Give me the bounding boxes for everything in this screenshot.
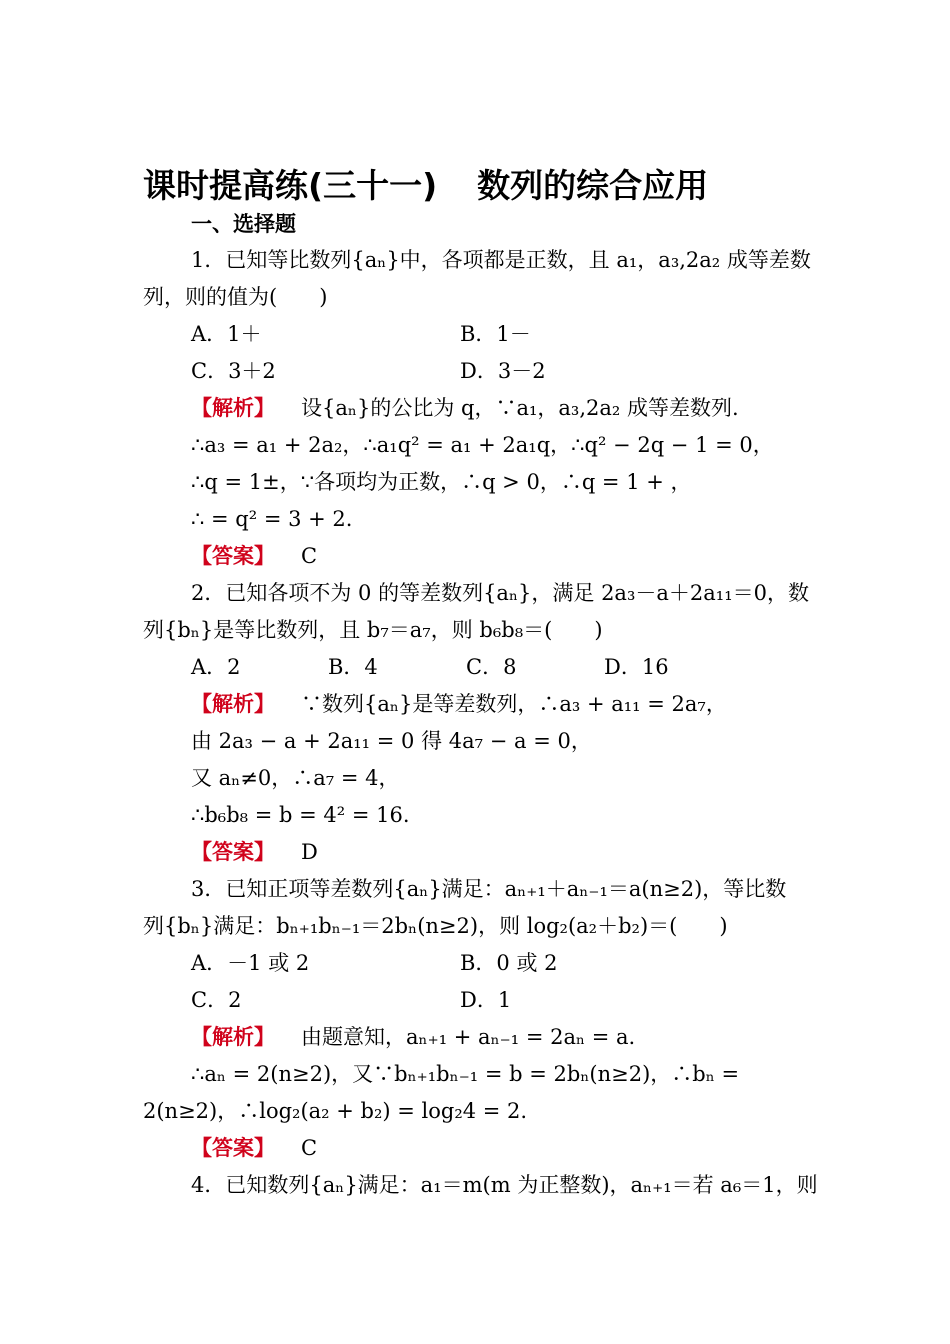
q1-stem-line1: 1．已知等比数列{aₙ}中，各项都是正数，且 a₁，a₃,2a₂ 成等差数	[191, 248, 811, 272]
analysis-tag: 【解析】	[191, 692, 275, 716]
q1-option-a: A．1＋	[191, 322, 262, 346]
q2-solution-line2: 由 2a₃ − a + 2a₁₁ = 0 得 4a₇ − a = 0，	[191, 729, 592, 753]
q3-option-b: B．0 或 2	[460, 951, 558, 975]
q3-option-a: A．－1 或 2	[191, 951, 310, 975]
answer-tag: 【答案】	[191, 1136, 275, 1160]
q3-analysis	[191, 1023, 635, 1051]
q2-answer-value: D	[301, 840, 318, 864]
q1-solution-line1: 设{aₙ}的公比为 q，∵a₁，a₃,2a₂ 成等差数列.	[301, 396, 739, 420]
analysis-tag: 【解析】	[191, 1025, 275, 1049]
q4-stem-line1: 4．已知数列{aₙ}满足：a₁＝m(m 为正整数)，aₙ₊₁＝若 a₆＝1，则	[191, 1173, 818, 1197]
q2-option-c: C．8	[466, 655, 517, 679]
q1-solution-line2: ∴a₃ = a₁ + 2a₂，∴a₁q² = a₁ + 2a₁q，∴q² − 2q − 1 = 0，	[191, 433, 774, 457]
q3-option-c: C．2	[191, 988, 242, 1012]
q3-stem-line2: 列{bₙ}满足：bₙ₊₁bₙ₋₁＝2bₙ(n≥2)，则 log₂(a₂＋b₂)＝( )	[143, 914, 728, 938]
title-sub: 数列的综合应用	[477, 166, 709, 205]
q2-solution-line1: ∵数列{aₙ}是等差数列，∴a₃ + a₁₁ = 2a₇，	[301, 692, 727, 716]
q3-solution-line1: 由题意知，aₙ₊₁ + aₙ₋₁ = 2aₙ = a.	[301, 1025, 636, 1049]
q3-options-row1	[191, 949, 891, 977]
q2-analysis	[191, 690, 727, 718]
q1-answer-value: C	[301, 544, 318, 568]
q1-answer	[191, 542, 317, 570]
q2-solution-line4: ∴b₆b₈ = b = 4² = 16.	[191, 803, 410, 827]
q3-answer	[191, 1134, 317, 1162]
q3-options-row2	[191, 986, 891, 1014]
q1-option-b: B．1－	[460, 322, 531, 346]
q2-stem-line2: 列{bₙ}是等比数列，且 b₇＝a₇，则 b₆b₈＝( )	[143, 618, 603, 642]
q2-stem-line1: 2．已知各项不为 0 的等差数列{aₙ}，满足 2a₃－a＋2a₁₁＝0，数	[191, 581, 809, 605]
answer-tag: 【答案】	[191, 544, 275, 568]
answer-tag: 【答案】	[191, 840, 275, 864]
q3-solution-line3: 2(n≥2)，∴log₂(a₂ + b₂) = log₂4 = 2.	[143, 1099, 528, 1123]
page-title	[143, 166, 708, 206]
q1-stem-line2: 列，则的值为( )	[143, 285, 328, 309]
q1-solution-line3: ∴q = 1±，∵各项均为正数，∴q > 0，∴q = 1 + ，	[191, 470, 692, 494]
q2-option-d: D．16	[604, 655, 669, 679]
q1-options-row1	[191, 320, 891, 348]
q1-options-row2	[191, 357, 891, 385]
q2-answer	[191, 838, 318, 866]
q1-analysis	[191, 394, 739, 422]
q3-answer-value: C	[301, 1136, 318, 1160]
q2-option-b: B．4	[328, 655, 378, 679]
q3-stem-line1: 3．已知正项等差数列{aₙ}满足：aₙ₊₁＋aₙ₋₁＝a(n≥2)，等比数	[191, 877, 787, 901]
q1-option-c: C．3＋2	[191, 359, 276, 383]
analysis-tag: 【解析】	[191, 396, 275, 420]
q2-option-a: A．2	[191, 655, 241, 679]
q3-solution-line2: ∴aₙ = 2(n≥2)，又∵bₙ₊₁bₙ₋₁ = b = 2bₙ(n≥2)，∴bₙ =	[191, 1062, 740, 1086]
q1-option-d: D．3－2	[460, 359, 546, 383]
section-heading: 一、选择题	[191, 212, 296, 236]
q2-solution-line3: 又 aₙ≠0，∴a₇ = 4，	[191, 766, 400, 790]
q1-solution-line4: ∴ = q² = 3 + 2.	[191, 507, 353, 531]
title-main: 课时提高练(三十一)	[143, 166, 438, 205]
q3-option-d: D．1	[460, 988, 512, 1012]
q2-options-row	[191, 653, 791, 681]
